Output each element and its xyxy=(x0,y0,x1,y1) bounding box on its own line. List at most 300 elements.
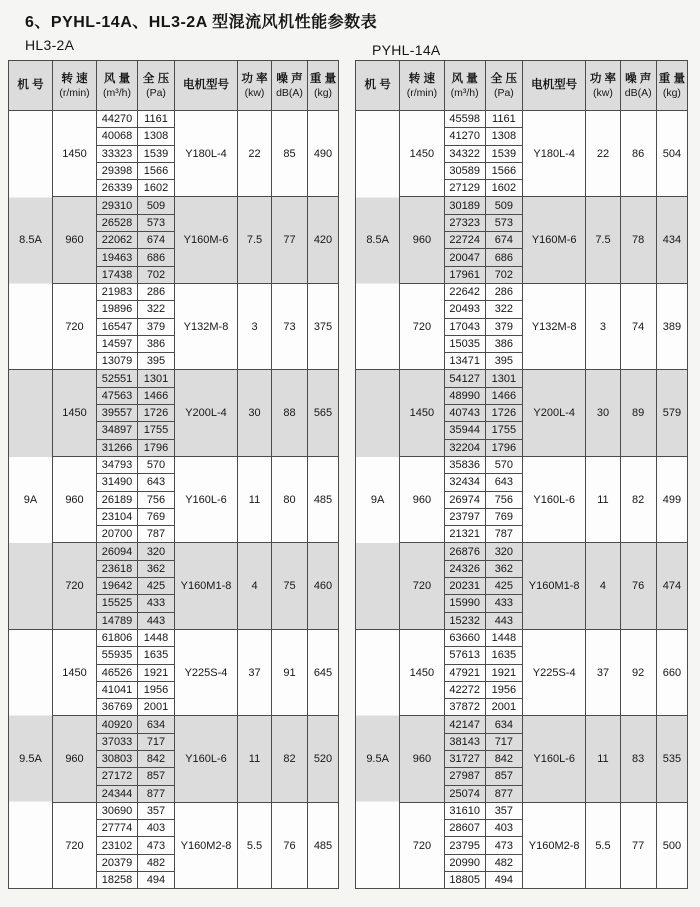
table-row xyxy=(9,197,339,214)
speed-cell: 960 xyxy=(53,197,97,283)
flow-cell: 15990 xyxy=(444,595,485,612)
flow-cell: 41041 xyxy=(97,681,138,698)
speed-cell: 1450 xyxy=(53,370,97,456)
table-label-hl3-2a: HL3-2A xyxy=(25,37,75,53)
pressure-cell: 1635 xyxy=(138,647,175,664)
page-title: 6、PYHL-14A、HL3-2A 型混流风机性能参数表 xyxy=(25,14,378,31)
pressure-cell: 494 xyxy=(138,872,175,889)
flow-cell: 22724 xyxy=(444,232,485,249)
pressure-cell: 570 xyxy=(138,456,175,473)
pressure-cell: 286 xyxy=(485,283,522,300)
col-header-weight-label: 重 量 xyxy=(309,72,337,85)
col-header-power-unit: (kw) xyxy=(593,86,613,99)
pressure-cell: 756 xyxy=(485,491,522,508)
flow-cell: 15232 xyxy=(444,612,485,629)
power-cell: 22 xyxy=(238,111,272,197)
flow-cell: 19896 xyxy=(97,301,138,318)
table-label-pyhl-14a: PYHL-14A xyxy=(372,42,441,58)
motor-cell: Y200L-4 xyxy=(522,370,585,456)
pressure-cell: 674 xyxy=(138,232,175,249)
noise-cell: 86 xyxy=(620,111,656,197)
col-header-speed-label: 转 速 xyxy=(408,72,435,85)
table-row xyxy=(9,802,339,819)
col-header-power-unit: (kw) xyxy=(244,86,265,99)
flow-cell: 21321 xyxy=(444,526,485,543)
col-header-pressure xyxy=(138,61,175,111)
weight-cell: 565 xyxy=(308,370,339,456)
pressure-cell: 473 xyxy=(485,837,522,854)
pressure-cell: 1539 xyxy=(138,145,175,162)
pressure-cell: 379 xyxy=(138,318,175,335)
motor-cell: Y160L-6 xyxy=(522,456,585,542)
pressure-cell: 1301 xyxy=(485,370,522,387)
flow-cell: 17438 xyxy=(97,266,138,283)
table-row xyxy=(9,543,339,560)
col-header-power-label: 功 率 xyxy=(241,72,268,85)
col-header-power-label: 功 率 xyxy=(589,72,617,85)
machine-no-cell: 9.5A xyxy=(356,629,400,888)
weight-cell: 460 xyxy=(308,543,339,629)
pressure-cell: 322 xyxy=(485,301,522,318)
speed-cell: 720 xyxy=(53,283,97,369)
weight-cell: 504 xyxy=(656,111,687,197)
pressure-cell: 1539 xyxy=(485,145,522,162)
pressure-cell: 386 xyxy=(138,335,175,352)
col-header-flow-label: 风 量 xyxy=(451,72,478,85)
flow-cell: 19463 xyxy=(97,249,138,266)
col-header-machine-label: 机 号 xyxy=(17,79,44,91)
speed-cell: 1450 xyxy=(400,111,444,197)
speed-cell: 960 xyxy=(400,197,444,283)
flow-cell: 15035 xyxy=(444,335,485,352)
pressure-cell: 473 xyxy=(138,837,175,854)
flow-cell: 13079 xyxy=(97,353,138,370)
motor-cell: Y225S-4 xyxy=(175,629,238,715)
motor-cell: Y160M-6 xyxy=(175,197,238,283)
col-header-weight-label: 重 量 xyxy=(658,72,685,85)
col-header-speed xyxy=(400,61,444,111)
pressure-cell: 386 xyxy=(485,335,522,352)
col-header-weight xyxy=(656,61,687,111)
pressure-cell: 702 xyxy=(138,266,175,283)
flow-cell: 26974 xyxy=(444,491,485,508)
pressure-cell: 286 xyxy=(138,283,175,300)
pressure-cell: 717 xyxy=(138,733,175,750)
weight-cell: 389 xyxy=(656,283,687,369)
speed-cell: 960 xyxy=(53,716,97,802)
table-row xyxy=(9,716,339,733)
flow-cell: 17961 xyxy=(444,266,485,283)
noise-cell: 83 xyxy=(620,716,656,802)
flow-cell: 30690 xyxy=(97,802,138,819)
power-cell: 37 xyxy=(238,629,272,715)
flow-cell: 20047 xyxy=(444,249,485,266)
col-header-pressure-unit: (Pa) xyxy=(146,86,166,99)
flow-cell: 61806 xyxy=(97,629,138,646)
flow-cell: 31610 xyxy=(444,802,485,819)
flow-cell: 14597 xyxy=(97,335,138,352)
flow-cell: 44270 xyxy=(97,111,138,128)
col-header-pressure-label: 全 压 xyxy=(490,72,517,85)
pressure-cell: 842 xyxy=(138,750,175,767)
power-cell: 5.5 xyxy=(238,802,272,888)
power-cell: 11 xyxy=(586,456,620,542)
pressure-cell: 634 xyxy=(138,716,175,733)
flow-cell: 52551 xyxy=(97,370,138,387)
flow-cell: 40068 xyxy=(97,128,138,145)
weight-cell: 660 xyxy=(656,629,687,715)
col-header-noise-label: 噪 声 xyxy=(276,72,303,85)
motor-cell: Y160L-6 xyxy=(175,456,238,542)
table-row xyxy=(9,111,339,128)
speed-cell: 1450 xyxy=(400,629,444,715)
flow-cell: 26339 xyxy=(97,180,138,197)
flow-cell: 17043 xyxy=(444,318,485,335)
col-header-pressure-label: 全 压 xyxy=(142,72,170,85)
flow-cell: 26876 xyxy=(444,543,485,560)
flow-cell: 25074 xyxy=(444,785,485,802)
flow-cell: 34793 xyxy=(97,456,138,473)
col-header-motor xyxy=(522,61,585,111)
flow-cell: 41270 xyxy=(444,128,485,145)
flow-cell: 54127 xyxy=(444,370,485,387)
power-cell: 7.5 xyxy=(238,197,272,283)
flow-cell: 32204 xyxy=(444,439,485,456)
power-cell: 3 xyxy=(586,283,620,369)
speed-cell: 1450 xyxy=(53,629,97,715)
power-cell: 37 xyxy=(586,629,620,715)
machine-no-cell: 9A xyxy=(9,370,53,629)
power-cell: 30 xyxy=(238,370,272,456)
pressure-cell: 1726 xyxy=(485,405,522,422)
col-header-noise xyxy=(272,61,308,111)
motor-cell: Y160M2-8 xyxy=(522,802,585,888)
weight-cell: 500 xyxy=(656,802,687,888)
flow-cell: 24326 xyxy=(444,560,485,577)
pressure-cell: 1755 xyxy=(138,422,175,439)
col-header-weight-unit: (kg) xyxy=(662,86,681,99)
flow-cell: 33323 xyxy=(97,145,138,162)
motor-cell: Y180L-4 xyxy=(522,111,585,197)
weight-cell: 645 xyxy=(308,629,339,715)
table-row xyxy=(356,370,688,387)
speed-cell: 720 xyxy=(400,543,444,629)
pressure-cell: 1635 xyxy=(485,647,522,664)
flow-cell: 47563 xyxy=(97,387,138,404)
col-header-noise-label: 噪 声 xyxy=(625,72,652,85)
weight-cell: 485 xyxy=(308,802,339,888)
pressure-cell: 1566 xyxy=(138,162,175,179)
pressure-cell: 842 xyxy=(485,750,522,767)
flow-cell: 23795 xyxy=(444,837,485,854)
motor-cell: Y160M-6 xyxy=(522,197,585,283)
speed-cell: 1450 xyxy=(400,370,444,456)
col-header-machine-label: 机 号 xyxy=(364,79,391,91)
flow-cell: 28607 xyxy=(444,820,485,837)
flow-cell: 29398 xyxy=(97,162,138,179)
col-header-speed-unit: (r/min) xyxy=(59,86,90,99)
table-row xyxy=(9,629,339,646)
pressure-cell: 857 xyxy=(485,768,522,785)
noise-cell: 82 xyxy=(620,456,656,542)
col-header-pressure-unit: (Pa) xyxy=(493,86,514,99)
machine-no-cell: 9.5A xyxy=(9,629,53,888)
flow-cell: 27323 xyxy=(444,214,485,231)
pressure-cell: 570 xyxy=(485,456,522,473)
speed-cell: 720 xyxy=(400,802,444,888)
pressure-cell: 1726 xyxy=(138,405,175,422)
pressure-cell: 320 xyxy=(485,543,522,560)
col-header-flow xyxy=(97,61,138,111)
flow-cell: 32434 xyxy=(444,474,485,491)
speed-cell: 720 xyxy=(400,283,444,369)
header-row xyxy=(9,61,339,111)
power-cell: 22 xyxy=(586,111,620,197)
flow-cell: 31490 xyxy=(97,474,138,491)
flow-cell: 16547 xyxy=(97,318,138,335)
flow-cell: 63660 xyxy=(444,629,485,646)
pressure-cell: 395 xyxy=(485,353,522,370)
speed-cell: 1450 xyxy=(53,111,97,197)
machine-no-cell: 8.5A xyxy=(9,111,53,370)
pressure-cell: 1921 xyxy=(138,664,175,681)
col-header-power xyxy=(586,61,620,111)
flow-cell: 45598 xyxy=(444,111,485,128)
pressure-cell: 1161 xyxy=(485,111,522,128)
flow-cell: 31727 xyxy=(444,750,485,767)
power-cell: 11 xyxy=(586,716,620,802)
col-header-flow-label: 风 量 xyxy=(103,72,131,85)
table-row xyxy=(356,629,688,646)
pressure-cell: 1755 xyxy=(485,422,522,439)
motor-cell: Y160M2-8 xyxy=(175,802,238,888)
pressure-cell: 1308 xyxy=(138,128,175,145)
pressure-cell: 362 xyxy=(138,560,175,577)
table-row xyxy=(356,283,688,300)
col-header-speed-label: 转 速 xyxy=(61,72,88,85)
col-header-noise xyxy=(620,61,656,111)
pressure-cell: 643 xyxy=(138,474,175,491)
flow-cell: 46526 xyxy=(97,664,138,681)
motor-cell: Y160L-6 xyxy=(522,716,585,802)
flow-cell: 29310 xyxy=(97,197,138,214)
flow-cell: 42272 xyxy=(444,681,485,698)
col-header-noise-unit: dB(A) xyxy=(276,86,303,99)
flow-cell: 39557 xyxy=(97,405,138,422)
table-row xyxy=(9,456,339,473)
flow-cell: 27987 xyxy=(444,768,485,785)
fan-table-hl3-2a xyxy=(8,60,339,889)
pressure-cell: 787 xyxy=(485,526,522,543)
pressure-cell: 1466 xyxy=(485,387,522,404)
flow-cell: 24344 xyxy=(97,785,138,802)
col-header-flow-unit: (m³/h) xyxy=(103,86,131,99)
pressure-cell: 573 xyxy=(138,214,175,231)
flow-cell: 34322 xyxy=(444,145,485,162)
weight-cell: 535 xyxy=(656,716,687,802)
col-header-weight xyxy=(308,61,339,111)
flow-cell: 26528 xyxy=(97,214,138,231)
weight-cell: 375 xyxy=(308,283,339,369)
flow-cell: 23102 xyxy=(97,837,138,854)
noise-cell: 92 xyxy=(620,629,656,715)
flow-cell: 26094 xyxy=(97,543,138,560)
pressure-cell: 509 xyxy=(485,197,522,214)
noise-cell: 78 xyxy=(620,197,656,283)
pressure-cell: 643 xyxy=(485,474,522,491)
weight-cell: 499 xyxy=(656,456,687,542)
pressure-cell: 756 xyxy=(138,491,175,508)
motor-cell: Y160M1-8 xyxy=(522,543,585,629)
col-header-pressure xyxy=(485,61,522,111)
col-header-speed-unit: (r/min) xyxy=(406,86,438,99)
flow-cell: 30189 xyxy=(444,197,485,214)
flow-cell: 20231 xyxy=(444,578,485,595)
pressure-cell: 877 xyxy=(138,785,175,802)
noise-cell: 89 xyxy=(620,370,656,456)
flow-cell: 23797 xyxy=(444,508,485,525)
pressure-cell: 425 xyxy=(138,578,175,595)
header-row xyxy=(356,61,688,111)
flow-cell: 26189 xyxy=(97,491,138,508)
machine-no-cell: 9A xyxy=(356,370,400,629)
pressure-cell: 1161 xyxy=(138,111,175,128)
flow-cell: 22062 xyxy=(97,232,138,249)
pressure-cell: 1956 xyxy=(138,681,175,698)
table-row xyxy=(356,802,688,819)
col-header-motor xyxy=(175,61,238,111)
flow-cell: 15525 xyxy=(97,595,138,612)
noise-cell: 73 xyxy=(272,283,308,369)
pressure-cell: 1301 xyxy=(138,370,175,387)
weight-cell: 579 xyxy=(656,370,687,456)
pressure-cell: 357 xyxy=(138,802,175,819)
pressure-cell: 1796 xyxy=(138,439,175,456)
noise-cell: 74 xyxy=(620,283,656,369)
noise-cell: 85 xyxy=(272,111,308,197)
pressure-cell: 769 xyxy=(138,508,175,525)
motor-cell: Y132M-8 xyxy=(175,283,238,369)
flow-cell: 48990 xyxy=(444,387,485,404)
col-header-motor-label: 电机型号 xyxy=(183,79,229,91)
flow-cell: 40920 xyxy=(97,716,138,733)
noise-cell: 76 xyxy=(272,802,308,888)
flow-cell: 36769 xyxy=(97,699,138,716)
pressure-cell: 395 xyxy=(138,353,175,370)
flow-cell: 38143 xyxy=(444,733,485,750)
table-row xyxy=(356,197,688,214)
speed-cell: 720 xyxy=(53,802,97,888)
pressure-cell: 362 xyxy=(485,560,522,577)
pressure-cell: 1448 xyxy=(138,629,175,646)
flow-cell: 22642 xyxy=(444,283,485,300)
noise-cell: 91 xyxy=(272,629,308,715)
pressure-cell: 425 xyxy=(485,578,522,595)
pressure-cell: 1448 xyxy=(485,629,522,646)
weight-cell: 474 xyxy=(656,543,687,629)
speed-cell: 960 xyxy=(53,456,97,542)
pressure-cell: 787 xyxy=(138,526,175,543)
speed-cell: 720 xyxy=(53,543,97,629)
table-row xyxy=(356,111,688,128)
power-cell: 3 xyxy=(238,283,272,369)
flow-cell: 35944 xyxy=(444,422,485,439)
pressure-cell: 634 xyxy=(485,716,522,733)
pressure-cell: 1602 xyxy=(485,180,522,197)
flow-cell: 20700 xyxy=(97,526,138,543)
weight-cell: 434 xyxy=(656,197,687,283)
col-header-machine xyxy=(356,61,400,111)
flow-cell: 14789 xyxy=(97,612,138,629)
noise-cell: 82 xyxy=(272,716,308,802)
pressure-cell: 357 xyxy=(485,802,522,819)
speed-cell: 960 xyxy=(400,716,444,802)
pressure-cell: 443 xyxy=(138,612,175,629)
pressure-cell: 674 xyxy=(485,232,522,249)
power-cell: 4 xyxy=(238,543,272,629)
flow-cell: 18258 xyxy=(97,872,138,889)
noise-cell: 76 xyxy=(620,543,656,629)
pressure-cell: 2001 xyxy=(138,699,175,716)
motor-cell: Y180L-4 xyxy=(175,111,238,197)
flow-cell: 20493 xyxy=(444,301,485,318)
motor-cell: Y132M-8 xyxy=(522,283,585,369)
table-row xyxy=(356,456,688,473)
flow-cell: 34897 xyxy=(97,422,138,439)
pressure-cell: 403 xyxy=(138,820,175,837)
pressure-cell: 379 xyxy=(485,318,522,335)
flow-cell: 37033 xyxy=(97,733,138,750)
power-cell: 11 xyxy=(238,456,272,542)
noise-cell: 75 xyxy=(272,543,308,629)
table-row xyxy=(9,370,339,387)
pressure-cell: 686 xyxy=(485,249,522,266)
table-row xyxy=(9,283,339,300)
pressure-cell: 702 xyxy=(485,266,522,283)
col-header-machine xyxy=(9,61,53,111)
pressure-cell: 494 xyxy=(485,872,522,889)
pressure-cell: 320 xyxy=(138,543,175,560)
noise-cell: 77 xyxy=(620,802,656,888)
power-cell: 11 xyxy=(238,716,272,802)
flow-cell: 18805 xyxy=(444,872,485,889)
weight-cell: 490 xyxy=(308,111,339,197)
pressure-cell: 857 xyxy=(138,768,175,785)
flow-cell: 27129 xyxy=(444,180,485,197)
pressure-cell: 433 xyxy=(138,595,175,612)
table-row xyxy=(356,543,688,560)
pressure-cell: 482 xyxy=(138,854,175,871)
pressure-cell: 1921 xyxy=(485,664,522,681)
flow-cell: 19642 xyxy=(97,578,138,595)
flow-cell: 20990 xyxy=(444,854,485,871)
motor-cell: Y160L-6 xyxy=(175,716,238,802)
col-header-power xyxy=(238,61,272,111)
flow-cell: 27774 xyxy=(97,820,138,837)
pressure-cell: 322 xyxy=(138,301,175,318)
noise-cell: 88 xyxy=(272,370,308,456)
fan-table-pyhl-14a xyxy=(355,60,688,889)
col-header-motor-label: 电机型号 xyxy=(531,79,578,91)
motor-cell: Y160M1-8 xyxy=(175,543,238,629)
pressure-cell: 1466 xyxy=(138,387,175,404)
flow-cell: 57613 xyxy=(444,647,485,664)
col-header-weight-unit: (kg) xyxy=(313,86,333,99)
flow-cell: 40743 xyxy=(444,405,485,422)
pressure-cell: 403 xyxy=(485,820,522,837)
noise-cell: 80 xyxy=(272,456,308,542)
speed-cell: 960 xyxy=(400,456,444,542)
